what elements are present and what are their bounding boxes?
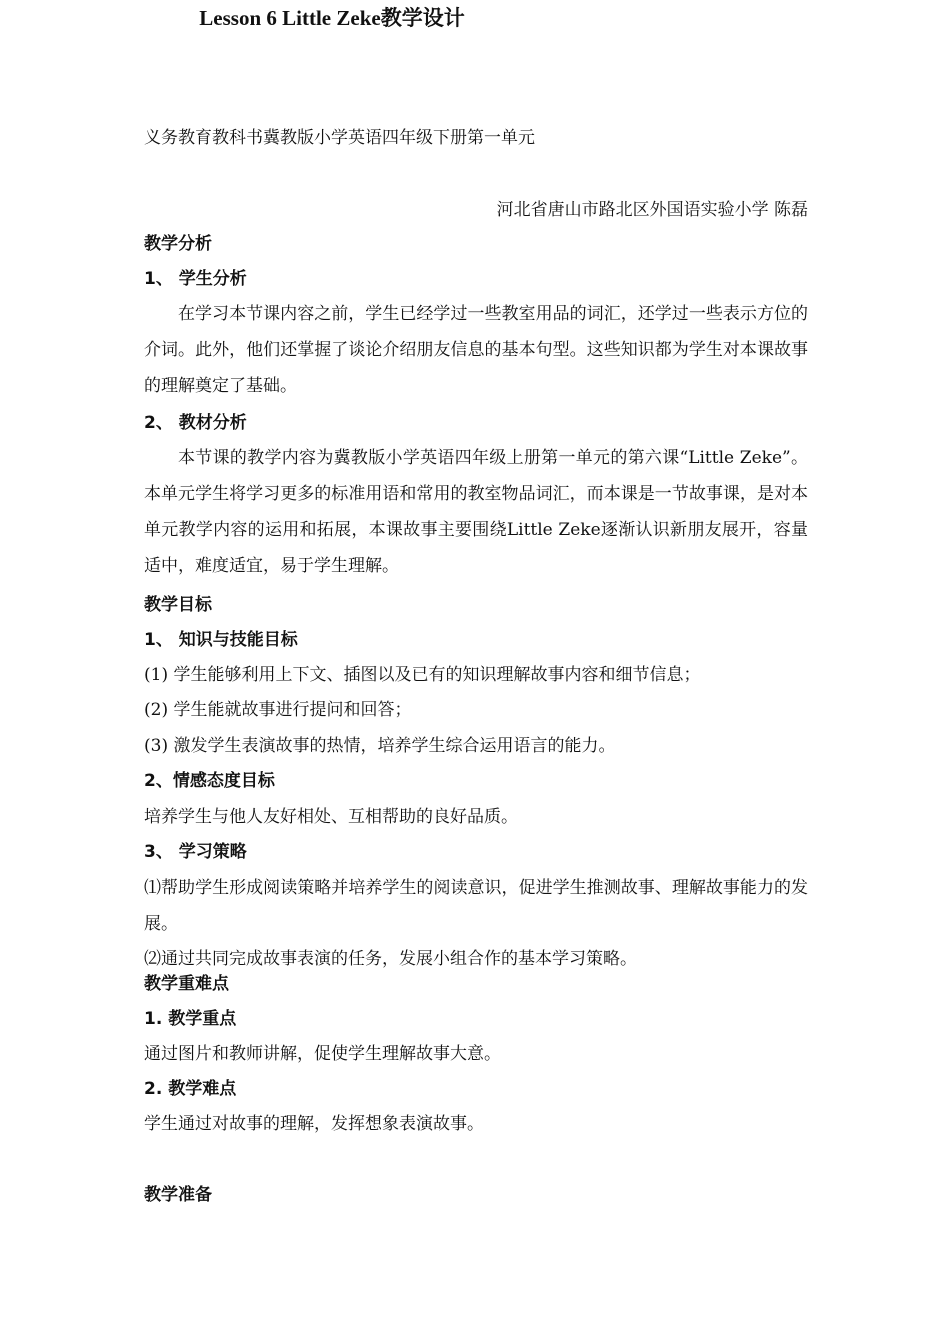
- subheading-material-analysis: 2、 教材分析: [144, 413, 247, 433]
- document-author: 河北省唐山市路北区外国语实验小学 陈磊: [496, 200, 808, 220]
- paragraph-teaching-difficulty: 学生通过对故事的理解，发挥想象表演故事。: [144, 1114, 484, 1134]
- subheading-knowledge-goals: 1、 知识与技能目标: [144, 630, 298, 650]
- paragraph-emotion-goals: 培养学生与他人友好相处、互相帮助的良好品质。: [144, 807, 518, 827]
- subheading-teaching-focus: 1. 教学重点: [144, 1009, 237, 1029]
- strategy-item: ⑴帮助学生形成阅读策略并培养学生的阅读意识，促进学生推测故事、理解故事能力的发展。: [144, 878, 808, 934]
- knowledge-goal-item: (3) 激发学生表演故事的热情，培养学生综合运用语言的能力。: [144, 736, 616, 756]
- subheading-student-analysis: 1、 学生分析: [144, 269, 247, 289]
- paragraph-teaching-focus: 通过图片和教师讲解，促使学生理解故事大意。: [144, 1044, 501, 1064]
- document-subtitle: 义务教育教科书冀教版小学英语四年级下册第一单元: [144, 128, 535, 148]
- section-heading-preparation: 教学准备: [144, 1185, 212, 1205]
- strategy-item: ⑵通过共同完成故事表演的任务，发展小组合作的基本学习策略。: [144, 949, 637, 969]
- subheading-emotion-goals: 2、情感态度目标: [144, 771, 275, 791]
- subheading-learning-strategy: 3、 学习策略: [144, 842, 247, 862]
- knowledge-goal-item: (1) 学生能够利用上下文、插图以及已有的知识理解故事内容和细节信息；: [144, 665, 701, 685]
- section-heading-key-points: 教学重难点: [144, 974, 229, 994]
- section-heading-analysis: 教学分析: [144, 234, 212, 254]
- subheading-teaching-difficulty: 2. 教学难点: [144, 1079, 237, 1099]
- knowledge-goal-item: (2) 学生能就故事进行提问和回答；: [144, 700, 412, 720]
- document-title: Lesson 6 Little Zeke教学设计: [199, 6, 465, 30]
- paragraph-student-analysis: 在学习本节课内容之前，学生已经学过一些教室用品的词汇，还学过一些表示方位的介词。此外，他们还掌握了谈论介绍朋友信息的基本句型。这些知识都为学生对本课故事的理解奠定了基础。: [144, 304, 808, 396]
- section-heading-goals: 教学目标: [144, 595, 212, 615]
- paragraph-material-analysis: 本节课的教学内容为冀教版小学英语四年级上册第一单元的第六课“Little Zeke”。本单元学生将学习更多的标准用语和常用的教室物品词汇，而本课是一节故事课，是对本单元教学内容的运用和拓展，本课故事主要围绕Little Zeke逐渐认识新朋友展开，容量适中，难度适宜，易于学生理解。: [144, 448, 808, 576]
